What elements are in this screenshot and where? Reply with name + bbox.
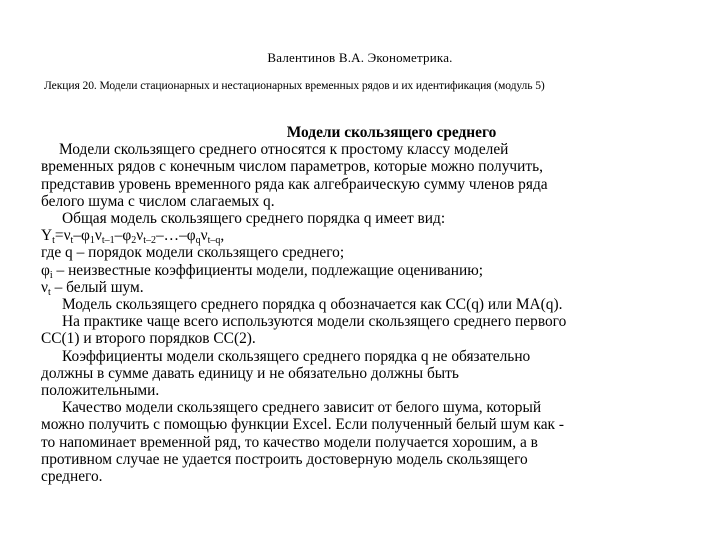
phi-subscript: i — [49, 269, 53, 281]
formula-y: Y — [41, 227, 53, 245]
nu-symbol: ν — [41, 278, 48, 296]
formula-sub: t — [52, 235, 55, 247]
phi-symbol: φ — [41, 261, 50, 279]
paragraph-line: можно получить с помощью функции Excel. Если полученный белый шум как - — [41, 416, 564, 434]
paragraph-line: СС(1) и второго порядков СС(2). — [41, 330, 256, 348]
definition-order: где q – порядок модели скользящего среднего; — [41, 244, 345, 262]
paragraph-line: временных рядов с конечным числом параметров, которые можно получить, — [41, 158, 543, 176]
notation-line: Модель скользящего среднего порядка q обозначается как СС(q) или МА(q). — [62, 296, 563, 314]
general-model-intro: Общая модель скользящего среднего порядка q имеет вид: — [62, 210, 446, 228]
paragraph-line: должны в сумме давать единицу и не обязательно должны быть — [41, 364, 459, 382]
paragraph-line: Коэффициенты модели скользящего среднего порядка q не обязательно — [62, 347, 531, 365]
paragraph-line: Качество модели скользящего среднего зависит от белого шума, который — [62, 399, 542, 417]
formula — [41, 227, 676, 247]
formula-sub: t–1 — [101, 235, 115, 247]
paragraph-line: то напоминает временной ряд, то качество модели получается хорошим, а в — [41, 433, 538, 451]
definition-text: – белый шум. — [50, 278, 144, 296]
formula-sub: 2 — [131, 235, 137, 247]
paragraph-line: белого шума с числом слагаемых q. — [41, 192, 275, 210]
nu-subscript: t — [47, 286, 51, 298]
formula-part: ν — [200, 227, 208, 245]
definition-text: – неизвестные коэффициенты модели, подлежащие оцениванию; — [52, 261, 483, 279]
definition-noise — [41, 279, 676, 296]
formula-sub: t — [70, 235, 74, 247]
document-body — [41, 124, 676, 485]
formula-part: –…–φ — [155, 227, 196, 245]
header-lecture-title: Лекция 20. Модели стационарных и нестационарных временных рядов и их идентификация (модуль 5) — [44, 79, 545, 92]
section-title: Модели скользящего среднего — [286, 124, 497, 141]
formula-part: –φ — [73, 227, 90, 245]
formula-sub: t–2 — [143, 235, 156, 247]
paragraph-line: представив уровень временного ряда как алгебраическую сумму членов ряда — [41, 175, 548, 193]
formula-sub: q — [195, 235, 201, 247]
paragraph-line: противном случае не удается построить достоверную модель скользящего — [41, 450, 528, 468]
formula-part: –φ — [114, 227, 132, 245]
formula-part: =ν — [54, 227, 71, 245]
header-author: Валентинов В.А. Эконометрика. — [267, 50, 453, 65]
formula-part: ν — [94, 227, 102, 245]
definition-coefficients — [41, 262, 676, 279]
formula-sub: 1 — [89, 235, 95, 247]
formula-part: , — [220, 227, 225, 245]
paragraph-line: положительными. — [41, 382, 160, 400]
paragraph-line: Модели скользящего среднего относятся к простому классу моделей — [59, 141, 509, 159]
paragraph-line: среднего. — [41, 468, 103, 486]
formula-part: ν — [136, 227, 144, 245]
formula-sub: t–q — [207, 235, 221, 247]
paragraph-line: На практике чаще всего используются модели скользящего среднего первого — [62, 313, 567, 331]
